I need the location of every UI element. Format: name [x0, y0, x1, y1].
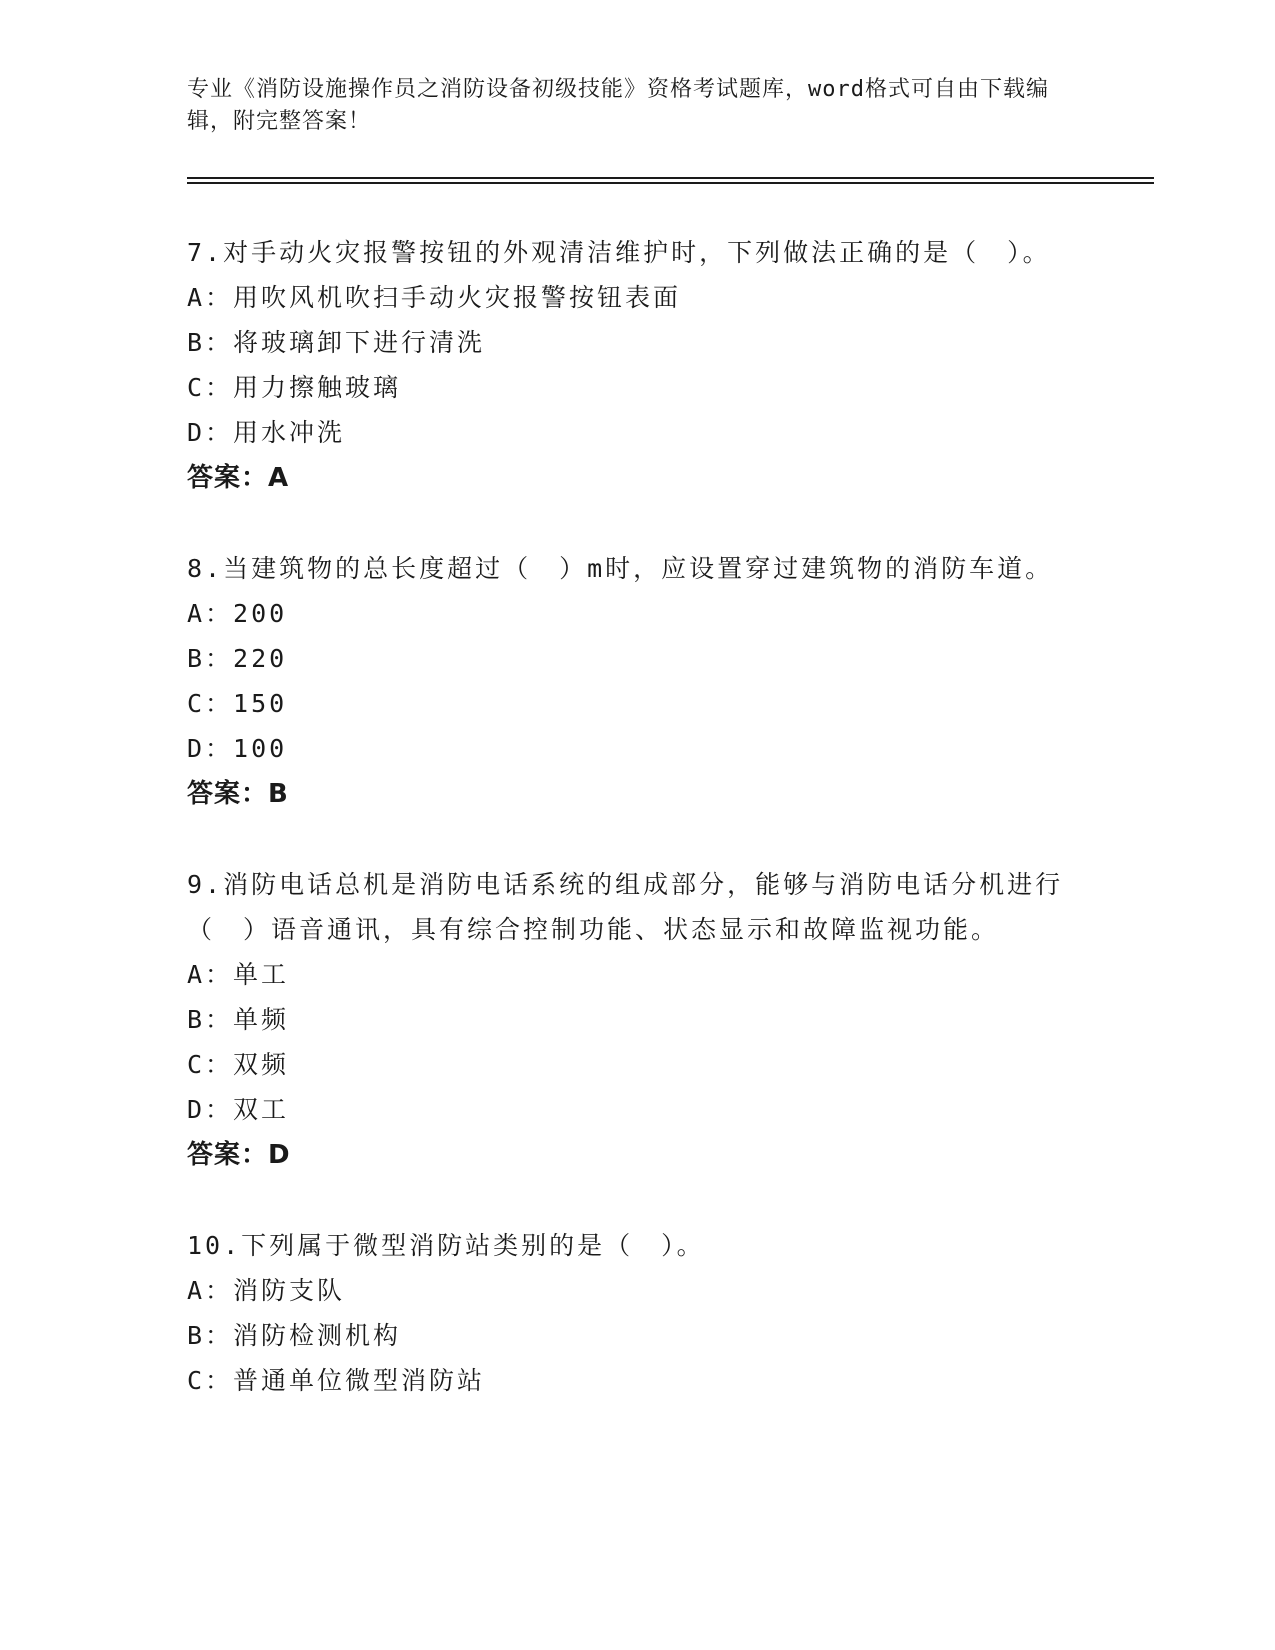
- question-list: [187, 230, 1087, 1448]
- question-9: [187, 862, 1087, 1178]
- question-7: [187, 230, 1087, 501]
- question-stem: 9.消防电话总机是消防电话系统的组成部分，能够与消防电话分机进行（ ）语音通讯，具有综合控制功能、状态显示和故障监视功能。: [187, 870, 1064, 944]
- question-stem: 7.对手动火灾报警按钮的外观清洁维护时，下列做法正确的是（ ）。: [187, 238, 1051, 267]
- option-a: A：单工: [187, 960, 290, 989]
- question-8: [187, 546, 1087, 817]
- option-b: B：单频: [187, 1005, 290, 1034]
- question-stem: 8.当建筑物的总长度超过（ ）m时，应设置穿过建筑物的消防车道。: [187, 554, 1054, 583]
- option-c: C：普通单位微型消防站: [187, 1366, 486, 1395]
- answer-label: 答案：D: [187, 1140, 291, 1170]
- option-a: A：消防支队: [187, 1276, 346, 1305]
- header-divider-bottom: [187, 182, 1154, 184]
- document-header: 专业《消防设施操作员之消防设备初级技能》资格考试题库，word格式可自由下载编辑，附完整答案！: [187, 77, 1049, 134]
- option-b: B：消防检测机构: [187, 1321, 402, 1350]
- option-d: D：100: [187, 734, 288, 763]
- option-c: C：150: [187, 689, 288, 718]
- option-d: D：用水冲洗: [187, 418, 346, 447]
- option-c: C：双频: [187, 1050, 290, 1079]
- option-d: D：双工: [187, 1095, 290, 1124]
- question-stem: 10.下列属于微型消防站类别的是（ ）。: [187, 1231, 705, 1260]
- option-c: C：用力擦触玻璃: [187, 373, 402, 402]
- option-a: A：用吹风机吹扫手动火灾报警按钮表面: [187, 283, 682, 312]
- answer-label: 答案：B: [187, 779, 289, 809]
- answer-label: 答案：A: [187, 463, 290, 493]
- question-10: [187, 1223, 1087, 1403]
- header-divider-top: [187, 177, 1154, 179]
- option-b: B：220: [187, 644, 288, 673]
- option-b: B：将玻璃卸下进行清洗: [187, 328, 486, 357]
- option-a: A：200: [187, 599, 288, 628]
